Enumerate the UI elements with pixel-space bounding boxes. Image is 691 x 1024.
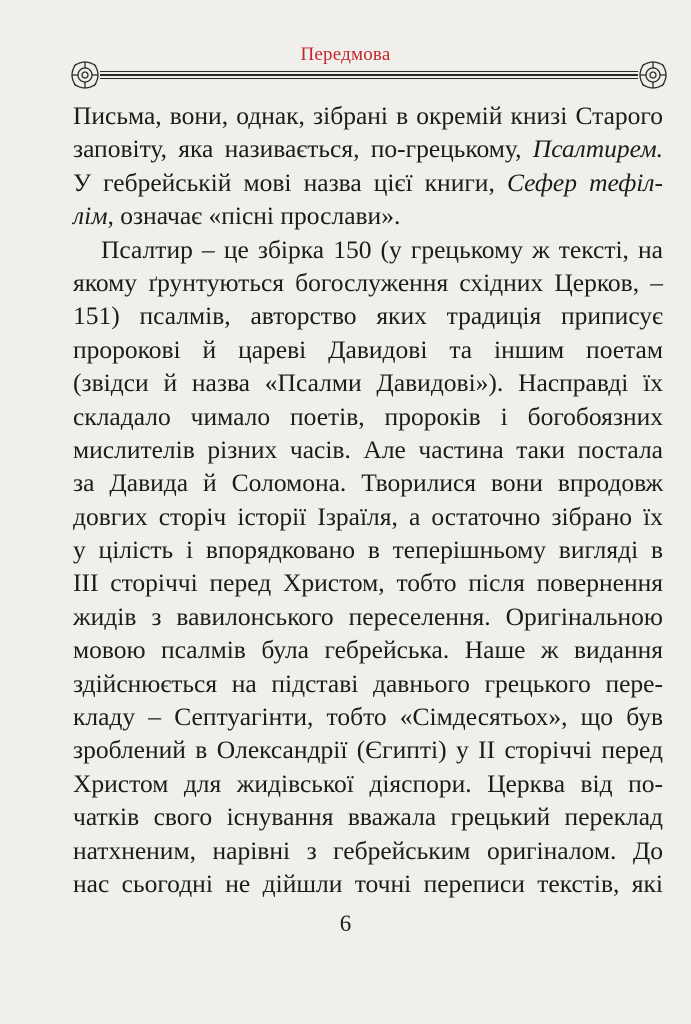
text-line: мислителів різних часів. Але частина таки постала bbox=[73, 434, 663, 464]
page-number: 6 bbox=[339, 911, 352, 936]
text-line: зроблений в Олександрії (Єгипті) у II сторіччі перед bbox=[73, 735, 663, 765]
italic-term: Псалтирем. bbox=[532, 134, 663, 164]
text-line: за Давида й Соломона. Творилися вони впродовж bbox=[73, 468, 663, 498]
left-knot-ornament bbox=[72, 62, 98, 88]
text-line: Письма, вони, однак, зібрані в окремій книзі Старого bbox=[73, 101, 663, 130]
running-title: Передмова bbox=[300, 44, 391, 65]
text-line: натхненим, нарівні з гебрейським оригіналом. До bbox=[73, 835, 663, 865]
italic-term: Сефер тефіл- bbox=[506, 167, 664, 197]
text-line: III сторіччі перед Христом, тобто після повернення bbox=[73, 568, 663, 598]
text-line: 151) псалмів, авторство яких традиція приписує bbox=[73, 301, 663, 331]
text-line: пророкові й цареві Давидові та іншим поетам bbox=[73, 334, 663, 364]
text-line bbox=[73, 132, 663, 165]
italic-term: лім, bbox=[73, 201, 114, 231]
text-line bbox=[73, 199, 663, 232]
text-line: кладу – Септуагінти, тобто «Сімдесятьох», що був bbox=[73, 702, 663, 732]
text-line: чатків свого існування вважала грецький переклад bbox=[73, 802, 663, 832]
text-line: нас сьогодні не дійшли точні переписи текстів, які bbox=[73, 868, 663, 898]
decorative-header-rule bbox=[70, 60, 668, 90]
text-line-part: заповіту, яка називається, по-грецькому, bbox=[73, 134, 533, 164]
text-line: мовою псалмів була гебрейська. Наше ж видання bbox=[73, 635, 663, 665]
text-line: у цілість і впорядковано в теперішньому вигляді в bbox=[73, 535, 663, 565]
text-line: Христом для жидівської діяспори. Церква від по- bbox=[73, 768, 663, 798]
body-text bbox=[73, 99, 663, 900]
text-line: якому ґрунтуються богослуження східних Церков, – bbox=[73, 267, 663, 297]
text-line: Псалтир – це збірка 150 (у грецькому ж тексті, на bbox=[101, 234, 663, 264]
right-knot-ornament bbox=[640, 62, 666, 88]
text-line: (звідси й назва «Псалми Давидові»). Насправді їх bbox=[73, 368, 663, 398]
text-line bbox=[73, 166, 663, 199]
text-line: складало чимало поетів, пророків і богобоязних bbox=[73, 401, 663, 431]
text-line-part: означає «пісні прослави». bbox=[113, 201, 401, 231]
text-line: довгих сторіч історії Ізраїля, а остаточно зібрано їх bbox=[73, 501, 663, 531]
text-line: здійснюється на підставі давнього грецького пере- bbox=[73, 668, 663, 698]
text-line-part: У гебрейській мові назва цієї книги, bbox=[73, 167, 507, 197]
text-line: жидів з вавилонського переселення. Оригінальною bbox=[73, 601, 663, 631]
